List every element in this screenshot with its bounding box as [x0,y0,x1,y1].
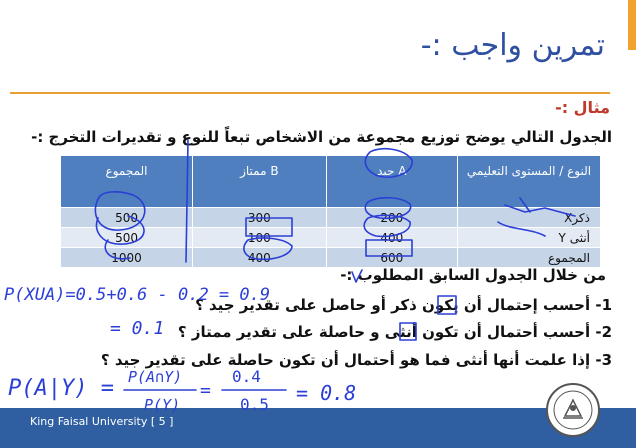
svg-text:P(XUA)=0.5+0.6 - 0.2 = 0.9: P(XUA)=0.5+0.6 - 0.2 = 0.9 [4,285,271,305]
cell-a: 200 [326,208,457,228]
example-label: مثال :- [555,98,610,117]
cell-b: 400 [193,248,326,268]
cell-label: المجموع [457,248,600,268]
cell-label: ذكرX [457,208,600,228]
cell-total: 500 [61,208,193,228]
corner-accent [628,0,636,50]
svg-text:= 0.1: = 0.1 [110,318,165,339]
cell-a: 400 [326,228,457,248]
slide-title: تمرين واجب :- [420,28,605,63]
svg-text:0.5: 0.5 [240,395,269,414]
cell-total: 1000 [61,248,193,268]
header-excellent: ممتاز B [193,156,326,208]
svg-text:=: = [200,380,211,401]
distribution-table [60,155,601,268]
table-header-row [61,156,601,208]
header-category: النوع / المستوى التعليمي [457,156,600,208]
svg-text:P(A∩Y): P(A∩Y) [128,368,183,386]
cell-label: أنثى Y [457,228,600,248]
question-3: 3- إذا علمت أنها أنثى فما هو أحتمال أن تكون حاصلة على تقدير جيد ؟ [100,351,612,369]
svg-text:P(A|Y) =: P(A|Y) = [8,376,114,401]
cell-b: 300 [193,208,326,228]
cell-b: 100 [193,228,326,248]
header-good: جيد A [326,156,457,208]
svg-text:= 0.8: = 0.8 [296,381,357,405]
footer-bar [0,408,636,448]
university-seal-icon [545,382,601,438]
table-row [61,228,601,248]
cell-total: 500 [61,228,193,248]
table-row [61,208,601,228]
question-1: 1- أحسب إحتمال أن يكون ذكر أو حاصل على تقدير جيد ؟ [195,296,612,314]
footer-text: King Faisal University [ 5 ] [30,415,174,428]
intro-text: الجدول التالي يوضح توزيع مجموعة من الاشخاص تبعاً للنوع و تقديرات التخرج :- [31,128,612,146]
task-text: من خلال الجدول السابق المطلوب :- [340,266,606,284]
header-total: المجموع [61,156,193,208]
cell-a: 600 [326,248,457,268]
title-divider [10,92,610,94]
svg-text:0.4: 0.4 [232,367,261,386]
svg-text:P(Y): P(Y) [144,396,181,414]
question-2: 2- أحسب أحتمال أن تكون أنثى و حاصلة على تقدير ممتاز ؟ [177,323,612,341]
table-row [61,248,601,268]
